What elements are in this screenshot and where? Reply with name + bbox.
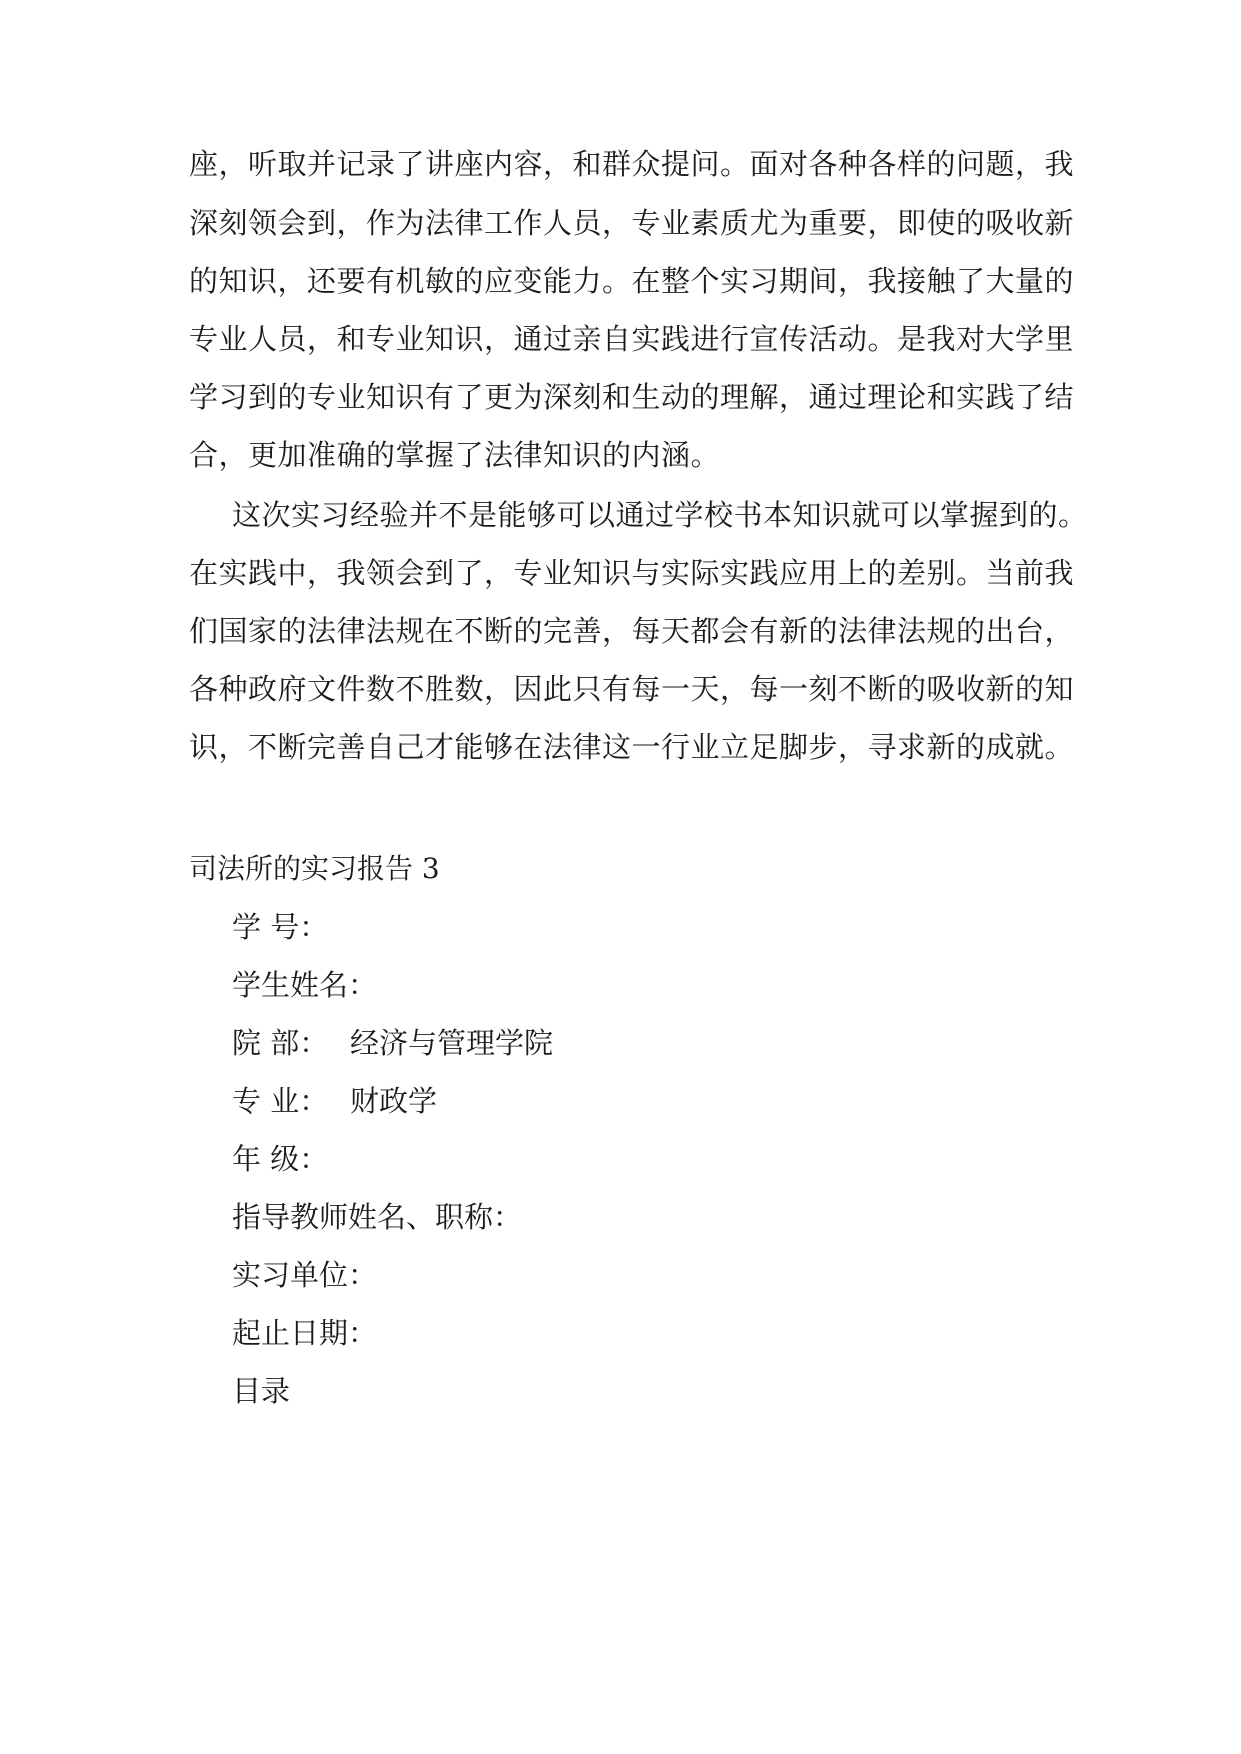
field-student-name xyxy=(232,967,377,1003)
field-advisor xyxy=(232,1199,522,1235)
field-label: 专 业： xyxy=(232,1084,329,1118)
field-label: 年 级： xyxy=(232,1142,329,1176)
field-date-range xyxy=(232,1315,377,1351)
paragraph-1-line-3: 的知识，还要有机敏的应变能力。在整个实习期间，我接触了大量的 xyxy=(189,264,1075,298)
field-label: 学生姓名： xyxy=(232,968,378,1002)
field-internship-unit xyxy=(232,1257,377,1293)
toc-label: 目录 xyxy=(232,1374,291,1408)
field-label: 学 号： xyxy=(232,910,329,944)
paragraph-2-line-4: 各种政府文件数不胜数，因此只有每一天，每一刻不断的吸收新的知 xyxy=(189,672,1075,706)
paragraph-1-line-6: 合，更加准确的掌握了法律知识的内涵。 xyxy=(189,438,721,472)
field-grade xyxy=(232,1141,328,1177)
field-value: 财政学 xyxy=(350,1084,438,1118)
field-label: 起止日期： xyxy=(232,1316,378,1350)
field-label: 指导教师姓名、职称： xyxy=(232,1200,523,1234)
paragraph-2-line-2: 在实践中，我领会到了，专业知识与实际实践应用上的差别。当前我 xyxy=(189,556,1075,590)
paragraph-2-line-3: 们国家的法律法规在不断的完善，每天都会有新的法律法规的出台， xyxy=(189,614,1075,648)
paragraph-2-line-5: 识，不断完善自己才能够在法律这一行业立足脚步，寻求新的成就。 xyxy=(189,730,1075,764)
report-title: 司法所的实习报告 3 xyxy=(189,852,440,885)
paragraph-1-line-2: 深刻领会到，作为法律工作人员，专业素质尤为重要，即使的吸收新 xyxy=(189,206,1075,240)
paragraph-2-line-1: 这次实习经验并不是能够可以通过学校书本知识就可以掌握到的。 xyxy=(232,498,1088,532)
field-label: 院 部： xyxy=(232,1026,329,1060)
paragraph-1-line-1: 座，听取并记录了讲座内容，和群众提问。面对各种各样的问题，我 xyxy=(189,147,1075,181)
field-label: 实习单位： xyxy=(232,1258,378,1292)
field-value: 经济与管理学院 xyxy=(350,1026,554,1060)
paragraph-1-line-5: 学习到的专业知识有了更为深刻和生动的理解，通过理论和实践了结 xyxy=(189,380,1075,414)
field-major xyxy=(232,1083,438,1119)
paragraph-1-line-4: 专业人员，和专业知识，通过亲自实践进行宣传活动。是我对大学里 xyxy=(189,322,1075,356)
field-student-id xyxy=(232,909,328,945)
field-department xyxy=(232,1025,554,1061)
